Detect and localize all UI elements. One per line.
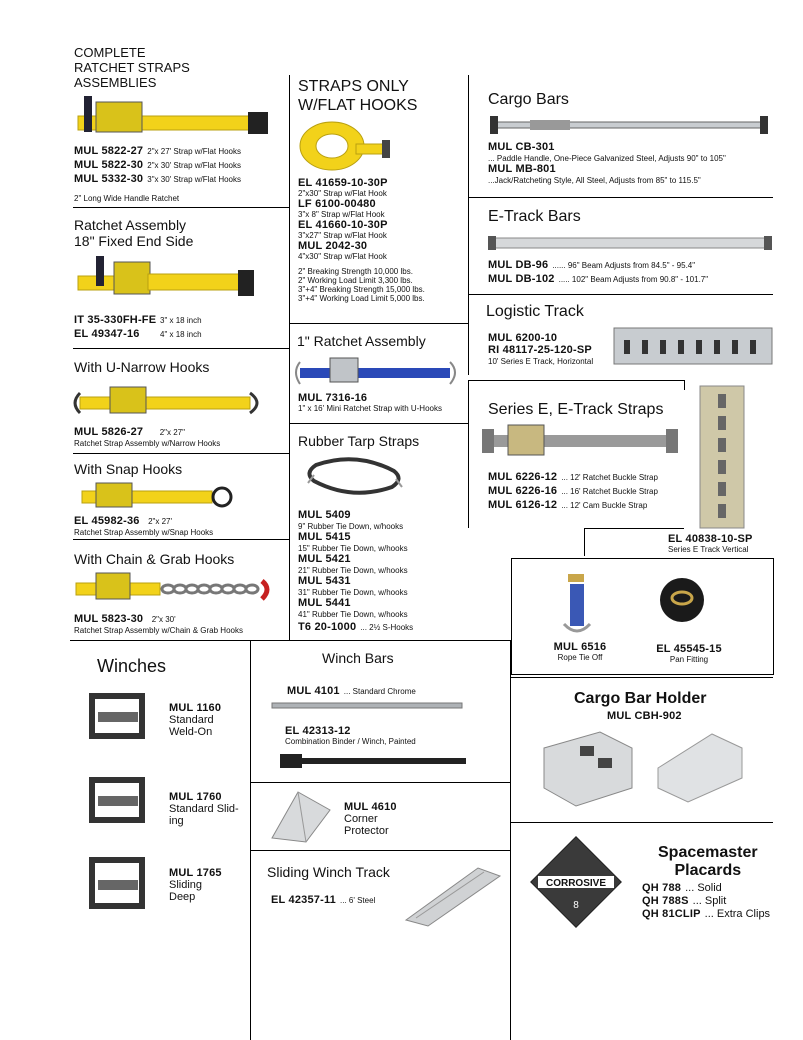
corner-protector-image [268,788,338,844]
chain-grab-title: With Chain & Grab Hooks [74,551,235,567]
u-narrow-image [80,383,280,423]
strap-roll-image [296,118,396,174]
list-item: MUL 5822-27 2"x 27' Strap w/Flat Hooks [74,145,242,157]
etrack-strap-image [482,423,682,459]
chrome-bar-image [272,698,472,714]
cargo-bar-image [490,116,770,136]
logistic-track-image [614,328,774,368]
one-inch-ratchet-title: 1" Ratchet Assembly [297,333,426,349]
winch-deep-image [84,852,154,918]
list-item: QH 788 ... Solid [642,882,722,894]
series-e-list [488,470,658,512]
u-narrow-title: With U-Narrow Hooks [74,359,210,375]
chain-grab-image [76,573,276,613]
winch-bar-item-1: MUL 4101 ... Standard Chrome [287,685,416,697]
straps-only-list: EL 41659-10-30P 2"x30" Strap w/Flat Hook LF 6100-00480 3"x 8" Strap w/Flat Hook EL 41660-10-30P 3"x27" Strap w/Flat Hook MUL 2042-30 4"x30" Strap w/Flat Hook 2" Breaking Strength 10,000 lbs. 2" Working Load Limit 3,300 lbs. 3"+4" Breaking Strength 15,000 lbs. 3"+4" Working Load Limit 5,000 lbs. [298,177,425,303]
placard-sign-number: 8 [573,900,579,911]
rubber-tarp-list: MUL 5409 9" Rubber Tie Down, w/hooks MUL 5415 15" Rubber Tie Down, w/hooks MUL 5421 21" Rubber Tie Down, w/hooks MUL 5431 31" Rubber Tie Down, w/hooks MUL 5441 41" Rubber Tie Down, w/hooks T6 20-1000 ... 2½ S-Hooks [298,509,414,633]
rubber-strap-image [304,455,414,499]
ratchet-strap-image [78,94,278,144]
cargo-bar-holder-code: MUL CBH-902 [607,710,682,722]
snap-hooks-text: EL 45982-36 2"x 27' Ratchet Strap Assembly w/Snap Hooks [74,515,214,537]
blue-ratchet-image [300,354,460,390]
pan-fitting-image [658,576,708,626]
sliding-winch-track-title: Sliding Winch Track [267,864,390,880]
winch-weld-image [84,688,154,748]
list-item: EL 49347-16 4" x 18 inch [74,328,202,340]
winch-bar-item-2: EL 42313-12 Combination Binder / Winch, Painted [285,725,416,746]
binder-bar-image [280,752,480,772]
etrack-bars-title: E-Track Bars [488,208,581,225]
ratchet-assembly-title: Ratchet Assembly 18" Fixed End Side [74,217,194,249]
corrosive-placard-image [530,836,622,928]
u-narrow-text: MUL 5826-27 2"x 27" Ratchet Strap Assembly w/Narrow Hooks [74,426,221,448]
list-item: QH 788S ... Split [642,895,727,907]
cargo-bar-holder-title: Cargo Bar Holder [574,690,707,707]
placard-sign-text: CORROSIVE [545,878,607,889]
vertical-track-image [700,386,746,530]
one-inch-ratchet-text: MUL 7316-16 1" x 16' Mini Ratchet Strap with U-Hooks [298,392,442,413]
cargo-bar-holder-image-2 [652,728,748,804]
snap-hooks-title: With Snap Hooks [74,461,183,477]
winch-bars-title: Winch Bars [322,650,394,666]
logistic-track-title: Logistic Track [486,303,584,320]
etrack-bars-list [488,258,708,286]
cargo-bar-holder-image-1 [540,728,640,808]
rope-tie-off-text: MUL 6516 Rope Tie Off [553,641,607,662]
ratchet-note: 2" Long Wide Handle Ratchet [74,194,180,203]
winch-item-3: MUL 1765 Sliding Deep [169,867,222,903]
rubber-tarp-title: Rubber Tarp Straps [298,433,420,449]
pan-fitting-text: EL 45545-15 Pan Fitting [656,643,722,664]
list-item: MUL 6226-12 ... 12' Ratchet Buckle Strap [488,471,658,483]
winch-track-image [404,866,504,926]
list-item: MUL 5332-30 3"x 30' Strap w/Flat Hooks [74,173,242,185]
etrack-bar-image [488,234,778,254]
straps-only-title: STRAPS ONLY W/FLAT HOOKS [298,78,418,114]
corner-protector-text: MUL 4610 Corner Protector [344,801,397,837]
series-e-title: Series E, E-Track Straps [488,401,664,418]
ratchet-assembly-list [74,313,202,341]
placards-list [642,881,770,920]
winches-title: Winches [97,656,167,676]
fixed-end-image [78,256,278,306]
winch-item-1: MUL 1160 Standard Weld-On [169,702,222,738]
rope-tie-off-image [562,574,592,634]
vertical-track-text: EL 40838-10-SP Series E Track Vertical [668,533,753,554]
cargo-bars-list: MUL CB-301 ... Paddle Handle, One-Piece Galvanized Steel, Adjusts 90" to 105" MUL MB-801 ...Jack/Ratcheting Style, All Steel, Adjusts from 85" to 115.5" [488,141,726,185]
list-item: MUL 6226-16 ... 16' Ratchet Buckle Strap [488,485,658,497]
chain-grab-text: MUL 5823-30 2"x 30' Ratchet Strap Assembly w/Chain & Grab Hooks [74,613,243,635]
cargo-bars-title: Cargo Bars [488,91,569,108]
list-item: QH 81CLIP ... Extra Clips [642,908,771,920]
list-item: MUL DB-102 ..... 102" Beam Adjusts from 90.8" - 101.7" [488,273,709,285]
sliding-winch-track-item: EL 42357-11 ... 6' Steel [271,894,376,906]
complete-ratchet-list [74,144,241,203]
logistic-track-list: MUL 6200-10 RI 48117-25-120-SP 10' Series E Track, Horizontal [488,332,594,366]
winch-item-2: MUL 1760 Standard Slid- ing [169,791,239,827]
winch-sliding-image [84,772,154,832]
list-item: MUL 6126-12 ... 12' Cam Buckle Strap [488,499,648,511]
placards-title: Spacemaster Placards [658,844,758,879]
snap-hooks-image [76,483,276,513]
complete-ratchet-title: COMPLETE RATCHET STRAPS ASSEMBLIES [74,45,190,90]
list-item: MUL 5822-30 2"x 30' Strap w/Flat Hooks [74,159,242,171]
list-item: IT 35-330FH-FE 3" x 18 inch [74,314,202,326]
list-item: MUL DB-96 ...... 96" Beam Adjusts from 84.5" - 95.4" [488,259,696,271]
